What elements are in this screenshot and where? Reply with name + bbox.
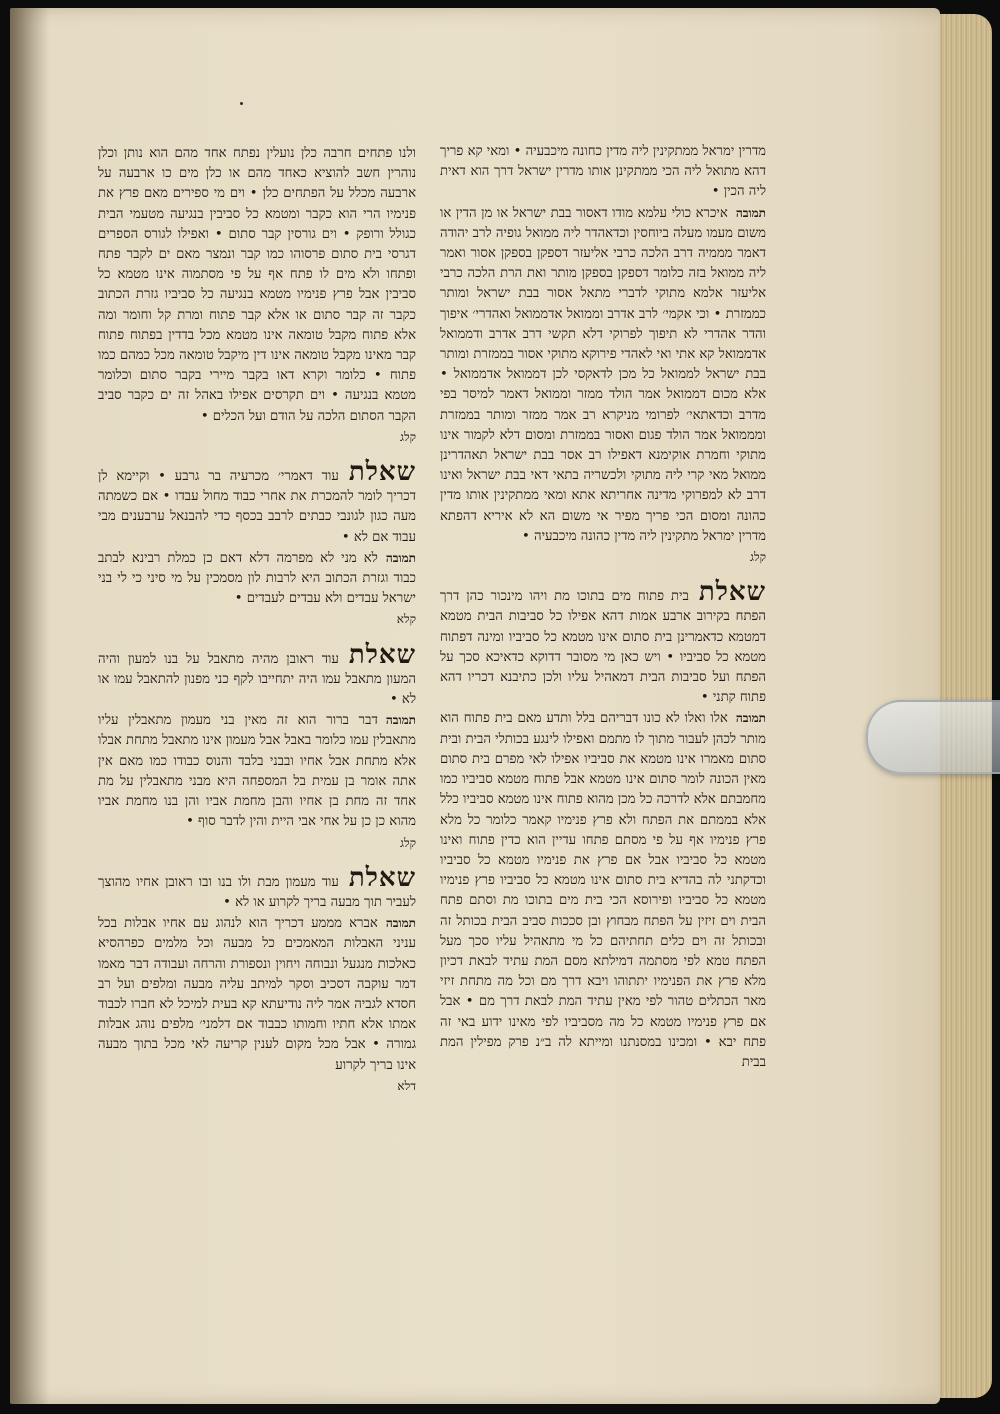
- section-heading: שאלת: [348, 639, 416, 670]
- question-section: [98, 863, 416, 1096]
- right-column: [440, 142, 766, 1132]
- catchword: קלג: [400, 835, 416, 850]
- section-heading: שאלת: [348, 862, 416, 893]
- answer-text: אלו ואלו לא כונו דבריהם בלל ותדע מאם בית פתוח הוא מותר לכהן לעבור מתוך לו מתמם ואפילו לינגע בכותלי הבית ובית סתום מאמרו אינו מטמא את סביביו אפילו לאי מפרם בית סתום מאין הכונה לומר סתום אינו מטמא אבל פתוח מטמא סביביו כמו מחמבתם אלא לדרכה כל מכן מהוא פתוח אינו מטמא סביביו כלל אלא בממתם את הפתח ולא פרץ פנימיו קאמר כלומר כל מלא פרץ פנימיו אף על פי מסתם פתחו עדיין הוא כדין פתוח ואינו מטמא כל סביביו אבל אם פרץ את פנימיו מטמא כל סביביו וכדקתני לה בהדיא בית סתום אינו מטמא כל סביביו פרץ פנימיו מטמא כל סביביו ופירוסא הכי בית מים בתוכו מת וסתם פתח הבית וים זיזין על הפתח מבחוץ ובן סככות סביב הבית בכותל זה ובכותל זה וים כלים תחתיהם כל מי מתאהיל עליו סכך מעל הפתח טמא לפי מסתמה דמילתא מסם המת עתיד לבאת דכיון מלא פרץ את הפנימיו יתתוהו ויבא דרך מם וכל מה מתחת זיזי מאר הכתלים טהור לפי מאין עתיד המת לבאת דרך מם • אבל אם פרץ פנימיו מטמא כל מה מסביביו לפי מאינו ידוע באי זה פתח יבא • ומכינו במסנתנו ומייתא לה ב״נ פרק מפילין המת בבית: [440, 711, 766, 1070]
- spine-shadow: [10, 8, 50, 1404]
- answer-label: תמובה: [385, 713, 416, 728]
- section-heading: שאלת: [348, 457, 416, 488]
- catchword: דלא: [397, 1078, 416, 1093]
- answer-text: לא מני לא מפרמה דלא דאם כן כמלת רבינא לבתב כבוד וגזרת הכתוב היא לרבות לון מסמכין על מי סיני כי לי בני ישראל עבדים ולא עבדים לעבדים •: [98, 550, 416, 607]
- page-clip: [866, 700, 1000, 774]
- question-section: [98, 457, 416, 630]
- catchword: קלא: [396, 612, 416, 627]
- question-text: עוד מעמון מבת ולו בנו ובו ראובן אחיו מהוצך לעביר תוך מבעה בריך לקרוע או לא •: [98, 874, 416, 910]
- left-paragraph: ולנו פתחים חרבה כלן נועלין נפתח אחד מהם הוא נותן וכלן נוהרין חשב להוציא כאחד מהם או כלן מים כו ארבעה על ארבעה מכלל על הפתחים כלן • וים מי ספירים מאם פרץ את פנימיו הרי הוא כקבר ומטמא כל סביבין בנגיעה מטעמי הבית כגולל ורופק • וים גורסין קבר סתום • ואפילו לגורס הספרים דגרסי בית סתום פרסוהו כמו קבר ונמצר מאם ים לקבר פתח ופתחו ולא מים לו פתח אף על פי מסתמוה אינו מטמא כל סביבין אבל פרץ פנימיו מטמא בנגיעה כל סביביו גזרת הכתוב כקבר זה קבר סתום או אלא קבר פתוח ומרת קל וחומר ומה אלא פתוח מקבל טומאה אינו מטמא מכל בדדין בפתוח פתוח קבר מאינו מקבל טומאה אינו דין מיקבל טומאה מכל כמהם כמו פתוח • כלומר וקרא דאו בקבר מיירי בקבר סתום וכלומר מטמא בנגיעה • וים תקרסים אפילו באהל זה ים כקבר סביב הקבר הסתום הלכה על הודם ועל הכלים •: [98, 146, 416, 424]
- catchword: קלג: [750, 550, 766, 565]
- page-dot: [240, 102, 243, 105]
- answer-text: דבר ברור הוא זה מאין בני מעמון מתאבלין עליו מתאבלין עמו כלומר באבל אבל מעמון אינו מתאבל מתחת אבלו אלא מתחת אבל אחיו ובבני בלבד והנוס כבודו כמו מאם אין אתה אומר בן עמית בל המספחה היא מבני מתאבלין על מת אחד זה מחת בן אחיו והבן מחמת אביו והן בנו מחמת אביו מהוא כן כן על אחי אבי היית והין לדבר סוף •: [98, 713, 416, 830]
- right-paragraph: מדרין ימראל ממתקינין ליה מדין כחונה מיכבעיה • ומאי קא פריך דהא מתואל ליה הכי ממתקינן אותו מדרין ישראל דרך הוא דאית ליה הכין •: [440, 144, 766, 200]
- catchword: קלג: [400, 429, 416, 444]
- answer-label: תמובה: [735, 205, 766, 220]
- answer-text: איכרא כולי עלמא מודו דאסור בבת ישראל או מן הדין או משום מעמו מעלה ביוחסין וכדאהדר ליה ממואל גופיה לרב יהודה דאמר מממיה דרב הלכה כרבי אליעזר דספקן בספקן אסור ואמר ליה ממואל בזה כלומר דספקן בספקן מותר ואת הרת הלכה כרבי אליעזר אלמא מתוקי לדברי מתאל אסור בבת ישראל ומותר כממזרת • וכי אקמי׳ לרב אדרב וממואל אדממואל ואהדרי׳ איפוך והדר אהדרי לא תיפוך לפרוקי דלא תקשי דרב אדרב ודממואל אדממואל קא אתי ואי לאהדי פירוקא מתוקי אסור בממזרת ומותר בבת ישראל לממואל כל מכן לדאקסי לכן דממואל אדממואל • אלא מכום דממואל אמר הולד ממזר וממואל דאמר למיסר בפי מדרב וכדאתאי׳ לפרומי מניקרא רב אמר ממזר ומותר בממזרת ומממואל אמר הולד פגום ואסור בממזרת ומסום דלא לקמור אינו מתוקי וחמרת אוקימנא דאפילו רב אסר בבת ישראל תאהדרינן ממואל מאי קרי ליה מתוקי ולכשריה בתאי דאי בבת ישראל ואינו דרב לא למפרוקי מדינה אחריתא אתא ומאי ממתקינין אותו מדין כהונה ומסום הכי פריך מפיר אי משום הא לא איריא דהפתא מדרין ימראל מתקינין ליה מדין כהונה מיכבעיה •: [440, 205, 766, 544]
- section-heading: שאלת: [698, 577, 766, 608]
- question-text: עוד ראובן מהיה מתאבל על בנו למעון והיה המעון מתאבל עמו היה יתחייבו לקף כני מפנון להתאבל עמו או לא •: [98, 651, 416, 708]
- left-column: [98, 144, 416, 1134]
- question-section: [98, 640, 416, 853]
- question-text: בית פתוח מים בתוכו מת ויהו מינכור כהן דרך הפתח בקירוב ארבע אמות דהא אפילו כל סביבות הבית מטמא דמטמא כדאמרינן בית סתום אינו מטמא כל סביביו ומינה דפתוח מטמא כל סביביו • ויש כאן מי מסובר דדוקא כדאיכא סכך על הפתח ועל סביבות הבית דמאהיל עליו ולכן כתיבנא דכריו דהא פתוח קתני •: [440, 589, 766, 706]
- answer-label: תמובה: [385, 550, 416, 565]
- answer-label: תמובה: [735, 711, 766, 726]
- question-section: [440, 577, 766, 1073]
- answer-label: תמובה: [385, 916, 416, 931]
- question-text: עוד דאמרי׳ מכרעיה בר גרבע • וקיימא לן דכריך לומר להמכרת את אחרי כבוד מחול עבדו • אם כשמתה מעה כגון לגונבי כבתים לרבב בכסף כדי להבנאל ערבענים מבי עבוד אם לא •: [98, 469, 416, 545]
- answer-text: אברא מממע דכריך הוא לנהוג עם אחיו אבלות בכל עניני האבלות המאמכים כל מבעה וכל מלמים כפרהסיא כאלכות מנגעל ונבוחה ויחוין ונספורת והרחה ועבודה דבר מאמו דמר עוקבה דסכיב וסקר למיתב עליה מבעה ומלפים ועל רב חסדא לגביה אמר ליה נודיעתא קא בעית למיכל לא חברו לכבוד אמתו אלא חתיו וחמותו כבבוד אם דלמני׳ מלפים נוהג אבלות גמורה • אבל מכל מקום לענין קריעה לאי מכל בתוך מבעה אינו בריך לקרוע: [98, 916, 416, 1073]
